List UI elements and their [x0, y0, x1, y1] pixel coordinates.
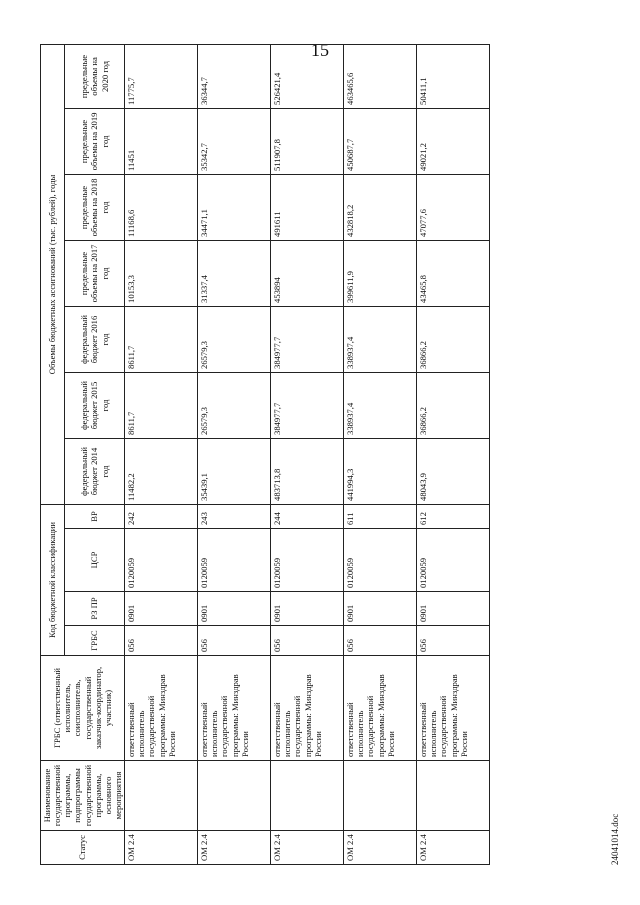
header-volumes-group: Объемы бюджетных ассигнований (тыс. рублей), годы: [41, 44, 65, 504]
cell-status: ОМ 2.4: [344, 831, 417, 865]
cell-rz: 0901: [344, 592, 417, 626]
cell-grbs: 056: [198, 626, 271, 656]
cell-responsible: ответственный исполнитель государственной программы: Минздрав России: [271, 656, 344, 761]
cell-status: ОМ 2.4: [125, 831, 198, 865]
header-status: Статус: [41, 831, 125, 865]
cell-2015: 36866,2: [417, 372, 490, 438]
cell-responsible: ответственный исполнитель государственной программы: Минздрав России: [198, 656, 271, 761]
cell-2018: 11168,6: [125, 174, 198, 240]
cell-name: [198, 761, 271, 831]
cell-2016: 26579,3: [198, 306, 271, 372]
table-row: [198, 44, 271, 864]
cell-grbs: 056: [344, 626, 417, 656]
header-2015: федеральный бюджет 2015 год: [64, 372, 124, 438]
cell-2017: 453894: [271, 240, 344, 306]
cell-csr: 0120059: [417, 529, 490, 592]
cell-status: ОМ 2.4: [198, 831, 271, 865]
cell-2020: 36344,7: [198, 44, 271, 108]
cell-2017: 31337,4: [198, 240, 271, 306]
table-row: [125, 44, 198, 864]
table-row: [271, 44, 344, 864]
header-2020: предельные объемы на 2020 год: [64, 44, 124, 108]
header-2016: федеральный бюджет 2016 год: [64, 306, 124, 372]
cell-2019: 11451: [125, 108, 198, 174]
cell-rz: 0901: [125, 592, 198, 626]
cell-rz: 0901: [198, 592, 271, 626]
cell-2014: 48043,9: [417, 438, 490, 504]
cell-vr: 242: [125, 504, 198, 528]
cell-2014: 483713,8: [271, 438, 344, 504]
cell-2016: 36866,2: [417, 306, 490, 372]
cell-2020: 50411,1: [417, 44, 490, 108]
cell-2018: 34471,1: [198, 174, 271, 240]
page-number: 15: [311, 40, 329, 60]
cell-2014: 441994,3: [344, 438, 417, 504]
header-2014: федеральный бюджет 2014 год: [64, 438, 124, 504]
cell-name: [271, 761, 344, 831]
cell-csr: 0120059: [125, 529, 198, 592]
cell-name: [344, 761, 417, 831]
cell-name: [417, 761, 490, 831]
cell-2019: 35342,7: [198, 108, 271, 174]
cell-2015: 338937,4: [344, 372, 417, 438]
header-code-group: Код бюджетной классификации: [41, 504, 65, 655]
header-vr: ВР: [64, 504, 124, 528]
cell-2015: 8611,7: [125, 372, 198, 438]
footer-filename: 24041014.doc: [610, 813, 620, 865]
cell-2020: 463465,6: [344, 44, 417, 108]
cell-2018: 47077,6: [417, 174, 490, 240]
rotated-table-page: [40, 45, 620, 865]
cell-grbs: 056: [417, 626, 490, 656]
budget-table: [40, 44, 490, 865]
cell-2015: 26579,3: [198, 372, 271, 438]
cell-status: ОМ 2.4: [417, 831, 490, 865]
cell-vr: 243: [198, 504, 271, 528]
cell-responsible: ответственный исполнитель государственной программы: Минздрав России: [344, 656, 417, 761]
cell-2019: 511907,8: [271, 108, 344, 174]
cell-2018: 432818,2: [344, 174, 417, 240]
cell-2017: 399611,9: [344, 240, 417, 306]
cell-rz: 0901: [271, 592, 344, 626]
header-csr: ЦСР: [64, 529, 124, 592]
header-name: Наименование государственной программы, подпрограммы государственной программы, основного мероприятия: [41, 761, 125, 831]
header-2017: предельные объемы на 2017 год: [64, 240, 124, 306]
table-row: [417, 44, 490, 864]
cell-2014: 11482,2: [125, 438, 198, 504]
header-grbs-responsible: ГРБС (ответственный исполнитель, соисполнитель, государственный заказчик-координатор, участник): [41, 656, 125, 761]
cell-2017: 43465,8: [417, 240, 490, 306]
cell-vr: 244: [271, 504, 344, 528]
header-2019: предельные объемы на 2019 год: [64, 108, 124, 174]
cell-name: [125, 761, 198, 831]
cell-2016: 384977,7: [271, 306, 344, 372]
cell-2016: 338937,4: [344, 306, 417, 372]
cell-vr: 612: [417, 504, 490, 528]
cell-csr: 0120059: [271, 529, 344, 592]
cell-responsible: ответственный исполнитель государственной программы: Минздрав России: [125, 656, 198, 761]
cell-vr: 611: [344, 504, 417, 528]
header-2018: предельные объемы на 2018 год: [64, 174, 124, 240]
cell-2019: 450687,7: [344, 108, 417, 174]
cell-csr: 0120059: [344, 529, 417, 592]
cell-rz: 0901: [417, 592, 490, 626]
cell-responsible: ответственный исполнитель государственной программы: Минздрав России: [417, 656, 490, 761]
cell-2020: 11775,7: [125, 44, 198, 108]
cell-grbs: 056: [271, 626, 344, 656]
cell-2018: 491611: [271, 174, 344, 240]
cell-csr: 0120059: [198, 529, 271, 592]
cell-2020: 526421,4: [271, 44, 344, 108]
header-row-1: [41, 44, 65, 864]
header-grbs: ГРБС: [64, 626, 124, 656]
cell-2016: 8611,7: [125, 306, 198, 372]
cell-2015: 384977,7: [271, 372, 344, 438]
cell-grbs: 056: [125, 626, 198, 656]
table-row: [344, 44, 417, 864]
cell-2014: 35439,1: [198, 438, 271, 504]
cell-2017: 10153,3: [125, 240, 198, 306]
cell-2019: 49021,2: [417, 108, 490, 174]
header-rz: РЗ ПР: [64, 592, 124, 626]
cell-status: ОМ 2.4: [271, 831, 344, 865]
